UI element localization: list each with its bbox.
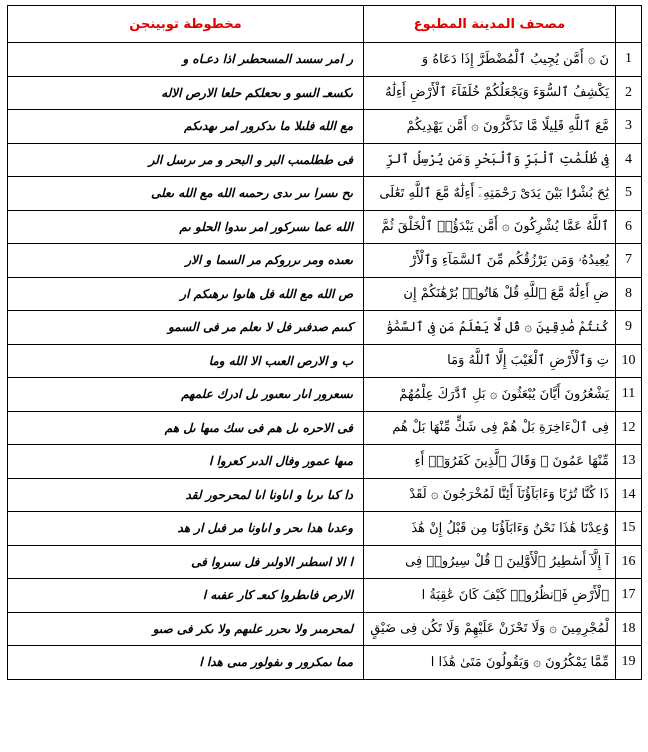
madinah-cell: كُنتُمْ صَٰدِقِينَ ۞ قُل لَّا يَعْلَمُ مَن فِى ٱلسَّمَٰوَٰ: [364, 311, 616, 345]
table-row: [8, 43, 642, 77]
table-row: [8, 411, 642, 445]
manuscript-cell: مىها عمور وفال الدىر كعروا ا: [8, 445, 364, 479]
manuscript-cell: ا الا اسطىر الاولىر فل سىروا فى: [8, 545, 364, 579]
madinah-cell: مِّمَّا يَمْكُرُونَ ۞ وَيَقُولُونَ مَتَىٰ هَٰذَا ا: [364, 646, 616, 680]
table-row: [8, 612, 642, 646]
line-number-cell: 3: [616, 110, 642, 144]
table-row: [8, 646, 642, 680]
line-number-cell: 7: [616, 244, 642, 278]
table-row: [8, 344, 642, 378]
comparison-table: [7, 5, 642, 680]
table-row: [8, 110, 642, 144]
manuscript-cell: فى الاحره ىل هم فى سك مىها ىل هم: [8, 411, 364, 445]
line-number-cell: 11: [616, 378, 642, 412]
header-row: [8, 6, 642, 43]
manuscript-cell: فى ططلمىب البر و البحر و مر ىرسل الر: [8, 143, 364, 177]
madinah-cell: يَشْعُرُونَ أَيَّانَ يُبْعَثُونَ ۞ بَلِ ٱدَّٰرَكَ عِلْمُهُمْ: [364, 378, 616, 412]
table-row: [8, 378, 642, 412]
madinah-cell: يُعِيدُهُۥ وَمَن يَرْزُقُكُم مِّنَ ٱلسَّمَآءِ وَٱلْأَرْ: [364, 244, 616, 278]
manuscript-cell: ص الله مع الله فل هاىوا ىرهىكم ار: [8, 277, 364, 311]
manuscript-cell: لمحرمىر ولا ىحرر علىهم ولا ىكر فى صىو: [8, 612, 364, 646]
manuscript-cell: ر امر سسد المسحطىر اذا دعـاه و: [8, 43, 364, 77]
table-row: [8, 512, 642, 546]
table-row: [8, 210, 642, 244]
line-number-cell: 18: [616, 612, 642, 646]
header-number: [616, 6, 642, 43]
line-number-cell: 4: [616, 143, 642, 177]
line-number-cell: 16: [616, 545, 642, 579]
table-row: [8, 445, 642, 479]
line-number-cell: 8: [616, 277, 642, 311]
table-row: [8, 545, 642, 579]
line-number-cell: 15: [616, 512, 642, 546]
madinah-cell: تِ وَٱلْأَرْضِ ٱلْغَيْبَ إِلَّا ٱللَّهُ وَمَا: [364, 344, 616, 378]
manuscript-cell: ىح ىسرا ىىر ىدى رحمىه الله مع الله ىعلى: [8, 177, 364, 211]
table-row: [8, 277, 642, 311]
table-row: [8, 478, 642, 512]
line-number-cell: 19: [616, 646, 642, 680]
manuscript-cell: الله عما ىسركور امر ىىدوا الحلو ىم: [8, 210, 364, 244]
madinah-cell: ٱلْأَرْضِ فَٱنظُرُوا۟ كَيْفَ كَانَ عَٰقِبَةُ ا: [364, 579, 616, 613]
table-row: [8, 177, 642, 211]
madinah-cell: آ إِلَّآ أَسَٰطِيرُ ٱلْأَوَّلِينَ ۞ قُلْ سِيرُوا۟ فِى: [364, 545, 616, 579]
madinah-cell: فِى ظُلُمَٰتِ ٱلْبَرِّ وَٱلْبَحْرِ وَمَن يُرْسِلُ ٱلرِّ: [364, 143, 616, 177]
line-number-cell: 6: [616, 210, 642, 244]
madinah-cell: ضِ أَءِلَٰهٌ مَّعَ ٱللَّهِ قُلْ هَاتُوا۟ بُرْهَٰنَكُمْ إِن: [364, 277, 616, 311]
table-row: [8, 579, 642, 613]
madinah-cell: وُعِدْنَا هَٰذَا نَحْنُ وَءَابَآؤُنَا مِن قَبْلُ إِنْ هَٰذَ: [364, 512, 616, 546]
line-number-cell: 1: [616, 43, 642, 77]
madinah-cell: لْمُجْرِمِينَ ۞ وَلَا تَحْزَنْ عَلَيْهِمْ وَلَا تَكُن فِى ضَيْقٍ: [364, 612, 616, 646]
manuscript-cell: ىكسعـ السو و ىحعلكم حلعا الارص الاله: [8, 76, 364, 110]
madinah-cell: فِى ٱلْءَاخِرَةِ بَلْ هُمْ فِى شَكٍّ مِّنْهَا بَلْ هُم: [364, 411, 616, 445]
table-row: [8, 244, 642, 278]
manuscript-cell: مع الله فلىلا ما ىدكرور امر ىهدىكم: [8, 110, 364, 144]
line-number-cell: 12: [616, 411, 642, 445]
line-number-cell: 14: [616, 478, 642, 512]
madinah-cell: ذَا كُنَّا تُرَٰبًا وَءَابَآؤُنَآ أَئِنَّا لَمُخْرَجُونَ ۞ لَقَدْ: [364, 478, 616, 512]
manuscript-cell: مما ىمكرور و ىفولور مىى هدا ا: [8, 646, 364, 680]
line-number-cell: 9: [616, 311, 642, 345]
madinah-cell: نَ ۞ أَمَّن يُجِيبُ ٱلْمُضْطَرَّ إِذَا دَعَاهُ وَ: [364, 43, 616, 77]
header-madinah: مصحف المدينة المطبوع: [364, 6, 616, 43]
line-number-cell: 2: [616, 76, 642, 110]
manuscript-cell: كىىم صدفىر فل لا ىعلم مر فى السمو: [8, 311, 364, 345]
madinah-cell: ٱللَّهُ عَمَّا يُشْرِكُونَ ۞ أَمَّن يَبْدَؤُا۟ ٱلْخَلْقَ ثُمَّ: [364, 210, 616, 244]
table-row: [8, 76, 642, 110]
manuscript-cell: وعدىا هدا ىحر و اىاونا مر فىل ار هد: [8, 512, 364, 546]
table-row: [8, 311, 642, 345]
madinah-cell: مَّعَ ٱللَّهِ قَلِيلًا مَّا تَذَكَّرُونَ ۞ أَمَّن يَهْدِيكُمْ: [364, 110, 616, 144]
line-number-cell: 10: [616, 344, 642, 378]
table-row: [8, 143, 642, 177]
madinah-cell: مِّنْهَا عَمُونَ ۞ وَقَالَ ٱلَّذِينَ كَفَرُوٓا۟ أَءِ: [364, 445, 616, 479]
manuscript-cell: ب و الارص العىب الا الله وما: [8, 344, 364, 378]
line-number-cell: 17: [616, 579, 642, 613]
manuscript-cell: دا كىا ىرىا و اىاونا اىا لمحرحور لقد: [8, 478, 364, 512]
header-manuscript: مخطوطة توبينجن: [8, 6, 364, 43]
madinah-cell: يَكْشِفُ ٱلسُّوٓءَ وَيَجْعَلُكُمْ خُلَفَآءَ ٱلْأَرْضِ أَءِلَٰهٌ: [364, 76, 616, 110]
line-number-cell: 5: [616, 177, 642, 211]
manuscript-cell: ىسعرور اىار ىىعىور ىل ادرك علمهم: [8, 378, 364, 412]
manuscript-cell: الارص فاىطروا كىعـ كار عفىه ا: [8, 579, 364, 613]
madinah-cell: يَٰحَ بُشْرًۢا بَيْنَ يَدَىْ رَحْمَتِهِۦٓ أَءِلَٰهٌ مَّعَ ٱللَّهِ تَعَٰلَى: [364, 177, 616, 211]
manuscript-cell: ىعىده ومر ىرروكم مر السما و الار: [8, 244, 364, 278]
line-number-cell: 13: [616, 445, 642, 479]
